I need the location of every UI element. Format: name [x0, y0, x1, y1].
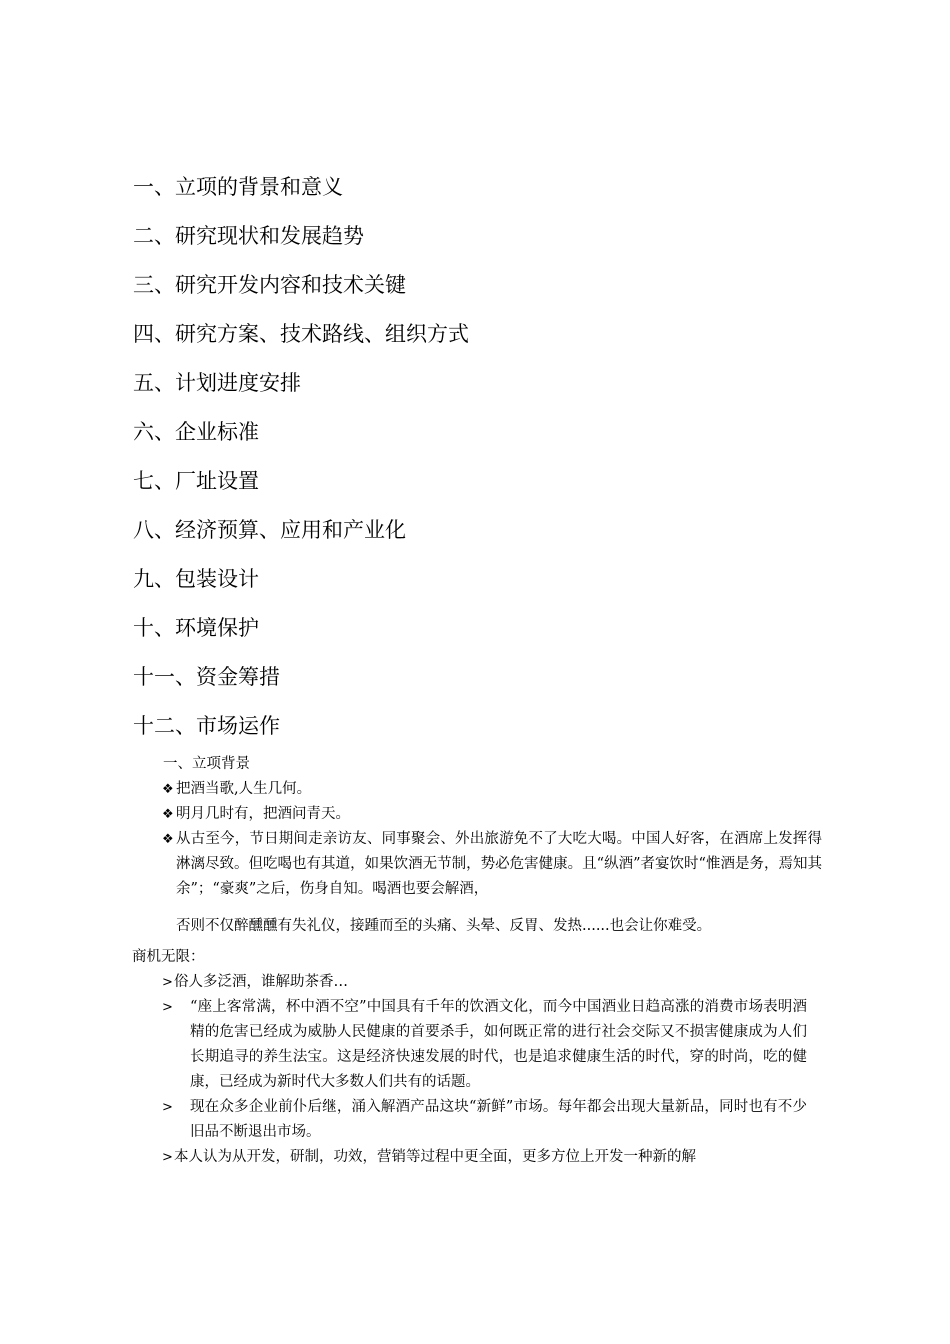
toc-item-4: 四、研究方案、技术路线、组织方式 [133, 322, 469, 346]
bullet-text: 明月几时有，把酒问青天。 [176, 806, 350, 822]
toc-item-5: 五、计划进度安排 [133, 371, 301, 395]
bullet-item [132, 802, 822, 827]
arrow-bullet-icon: > [162, 1000, 173, 1015]
arrow-item [132, 1095, 822, 1145]
toc-item-1: 一、立项的背景和意义 [133, 175, 343, 199]
toc-item-8: 八、经济预算、应用和产业化 [133, 518, 406, 542]
arrow-bullet-icon: > [162, 1150, 173, 1165]
toc-item-6: 六、企业标准 [133, 420, 259, 444]
diamond-bullet-icon: ❖ [162, 832, 174, 847]
toc-item-11: 十一、资金筹措 [133, 665, 280, 689]
bullet-continuation: 否则不仅醉醺醺有失礼仪，接踵而至的头痛、头晕、反胃、发热......也会让你难受。 [176, 918, 712, 934]
bullet-text: 从古至今，节日期间走亲访友、同事聚会、外出旅游免不了大吃大喝。中国人好客，在酒席上发挥得淋漓尽致。但吃喝也有其道，如果饮酒无节制，势必危害健康。且“纵酒”者宴饮时“惟酒是务，焉知其余”；“豪爽”之后，伤身自知。喝酒也要会解酒， [176, 831, 822, 897]
toc-item-10: 十、环境保护 [133, 616, 259, 640]
opportunity-label: 商机无限： [132, 949, 205, 965]
arrow-text: 俗人多泛酒，谁解助茶香… [174, 974, 348, 990]
arrow-text: “座上客常满，杯中酒不空”中国具有千年的饮酒文化，而今中国酒业日趋高涨的消费市场表明酒精的危害已经成为威胁人民健康的首要杀手，如何既正常的进行社会交际又不损害健康成为人们长期追寻的养生法宝。这是经济快速发展的时代，也是追求健康生活的时代，穿的时尚，吃的健康，已经成为新时代大多数人们共有的话题。 [190, 999, 807, 1090]
toc-item-12: 十二、市场运作 [133, 714, 280, 738]
toc-item-2: 二、研究现状和发展趋势 [133, 224, 364, 248]
toc-item-9: 九、包装设计 [133, 567, 259, 591]
table-of-contents [133, 170, 833, 758]
section-heading-background: 一、立项背景 [163, 756, 250, 772]
arrow-item [132, 1145, 822, 1170]
bullet-item [132, 777, 822, 802]
arrow-item [132, 970, 822, 995]
toc-item-3: 三、研究开发内容和技术关键 [133, 273, 406, 297]
arrow-bullet-icon: > [162, 975, 173, 990]
diamond-bullet-icon: ❖ [162, 807, 174, 822]
body-text [132, 752, 822, 1170]
arrow-bullet-icon: > [162, 1100, 173, 1115]
arrow-item [132, 995, 822, 1095]
bullet-item [132, 827, 822, 902]
diamond-bullet-icon: ❖ [162, 782, 174, 797]
arrow-text: 现在众多企业前仆后继，涌入解酒产品这块“新鲜”市场。每年都会出现大量新品，同时也有不少旧品不断退出市场。 [190, 1099, 807, 1140]
toc-item-7: 七、厂址设置 [133, 469, 259, 493]
arrow-text: 本人认为从开发，研制，功效，营销等过程中更全面，更多方位上开发一种新的解 [174, 1149, 696, 1165]
bullet-text: 把酒当歌,人生几何。 [176, 781, 312, 797]
